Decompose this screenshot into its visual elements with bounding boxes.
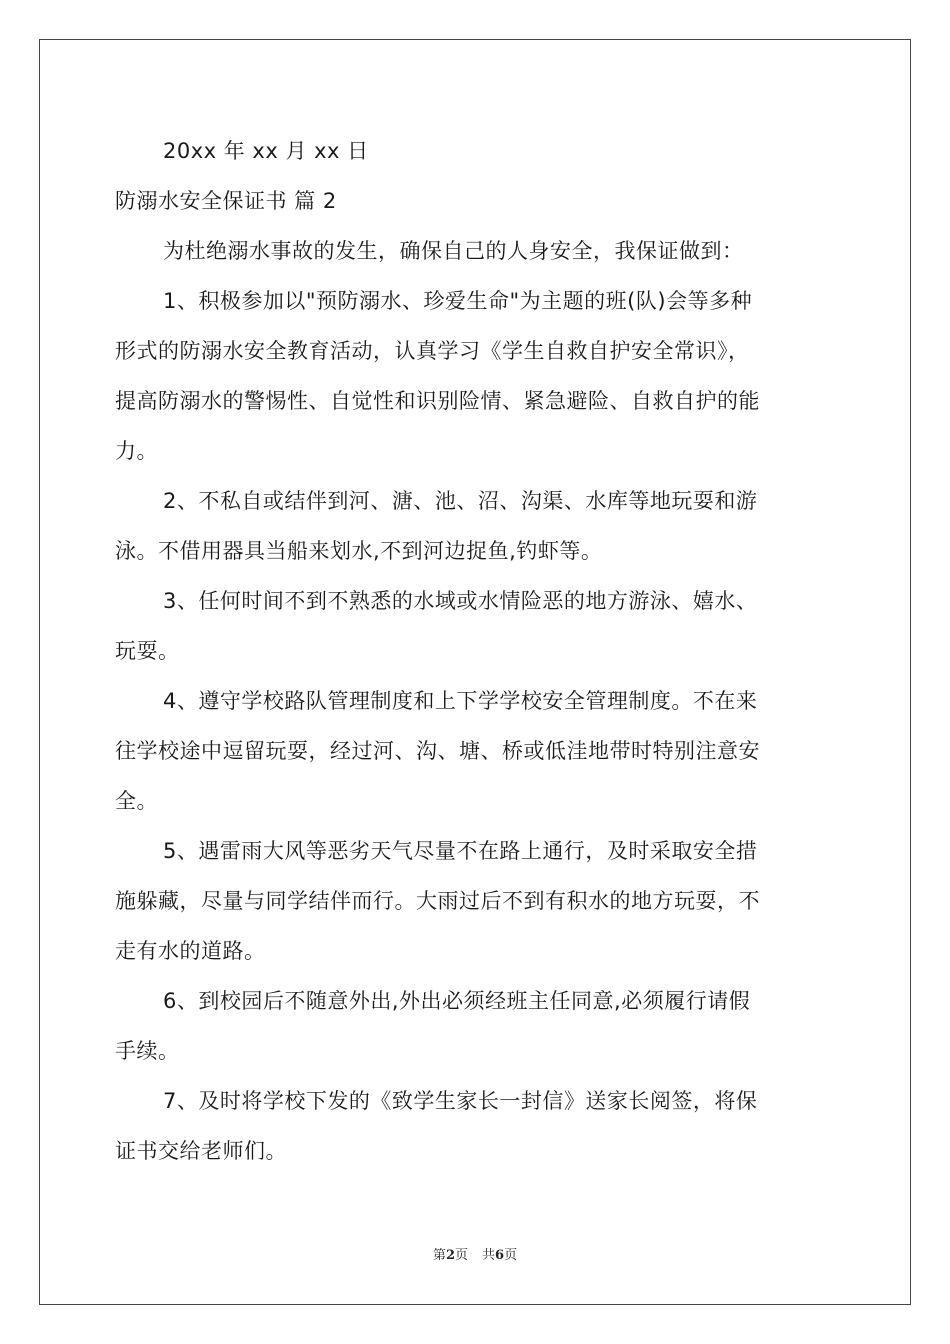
paragraph-line: 6、到校园后不随意外出,外出必须经班主任同意,必须履行请假	[163, 989, 751, 1013]
paragraph-line: 4、遵守学校路队管理制度和上下学学校安全管理制度。不在来	[163, 689, 758, 713]
paragraph-line: 5、遇雷雨大风等恶劣天气尽量不在路上通行，及时采取安全措	[163, 839, 758, 863]
paragraph-line: 3、任何时间不到不熟悉的水域或水情险恶的地方游泳、嬉水、	[163, 589, 758, 613]
paragraph-line: 1、积极参加以"预防溺水、珍爱生命"为主题的班(队)会等多种	[163, 289, 753, 313]
paragraph-line: 形式的防溺水安全教育活动，认真学习《学生自救自护安全常识》，	[115, 339, 750, 363]
date-line: 20xx 年 xx 月 xx 日	[163, 139, 369, 163]
paragraph-line: 往学校途中逗留玩耍，经过河、沟、塘、桥或低洼地带时特别注意安	[115, 739, 760, 763]
section-title: 防溺水安全保证书 篇 2	[115, 189, 337, 213]
paragraph-line: 2、不私自或结伴到河、溏、池、沼、沟渠、水库等地玩耍和游	[163, 489, 758, 513]
paragraph-line: 7、及时将学校下发的《致学生家长一封信》送家长阅签，将保	[163, 1089, 758, 1113]
paragraph-line: 施躲藏，尽量与同学结伴而行。大雨过后不到有积水的地方玩耍，不	[115, 889, 760, 913]
paragraph-line: 全。	[115, 789, 158, 813]
paragraph-line: 为杜绝溺水事故的发生，确保自己的人身安全，我保证做到：	[163, 239, 744, 263]
paragraph-line: 走有水的道路。	[115, 939, 266, 963]
page-number: 2	[445, 1248, 455, 1263]
page-suffix: 页	[454, 1248, 468, 1263]
paragraph-line: 手续。	[115, 1039, 180, 1063]
paragraph-line: 力。	[115, 439, 158, 463]
total-suffix: 页	[504, 1248, 518, 1263]
page-prefix: 第	[432, 1248, 446, 1263]
total-prefix: 共	[482, 1248, 496, 1263]
total-pages: 6	[495, 1248, 505, 1263]
paragraph-line: 提高防溺水的警惕性、自觉性和识别险情、紧急避险、自救自护的能	[115, 389, 760, 413]
paragraph-line: 玩耍。	[115, 639, 180, 663]
paragraph-line: 证书交给老师们。	[115, 1139, 287, 1163]
paragraph-line: 泳。不借用器具当船来划水,不到河边捉鱼,钓虾等。	[115, 539, 603, 563]
page-footer	[0, 1247, 950, 1265]
